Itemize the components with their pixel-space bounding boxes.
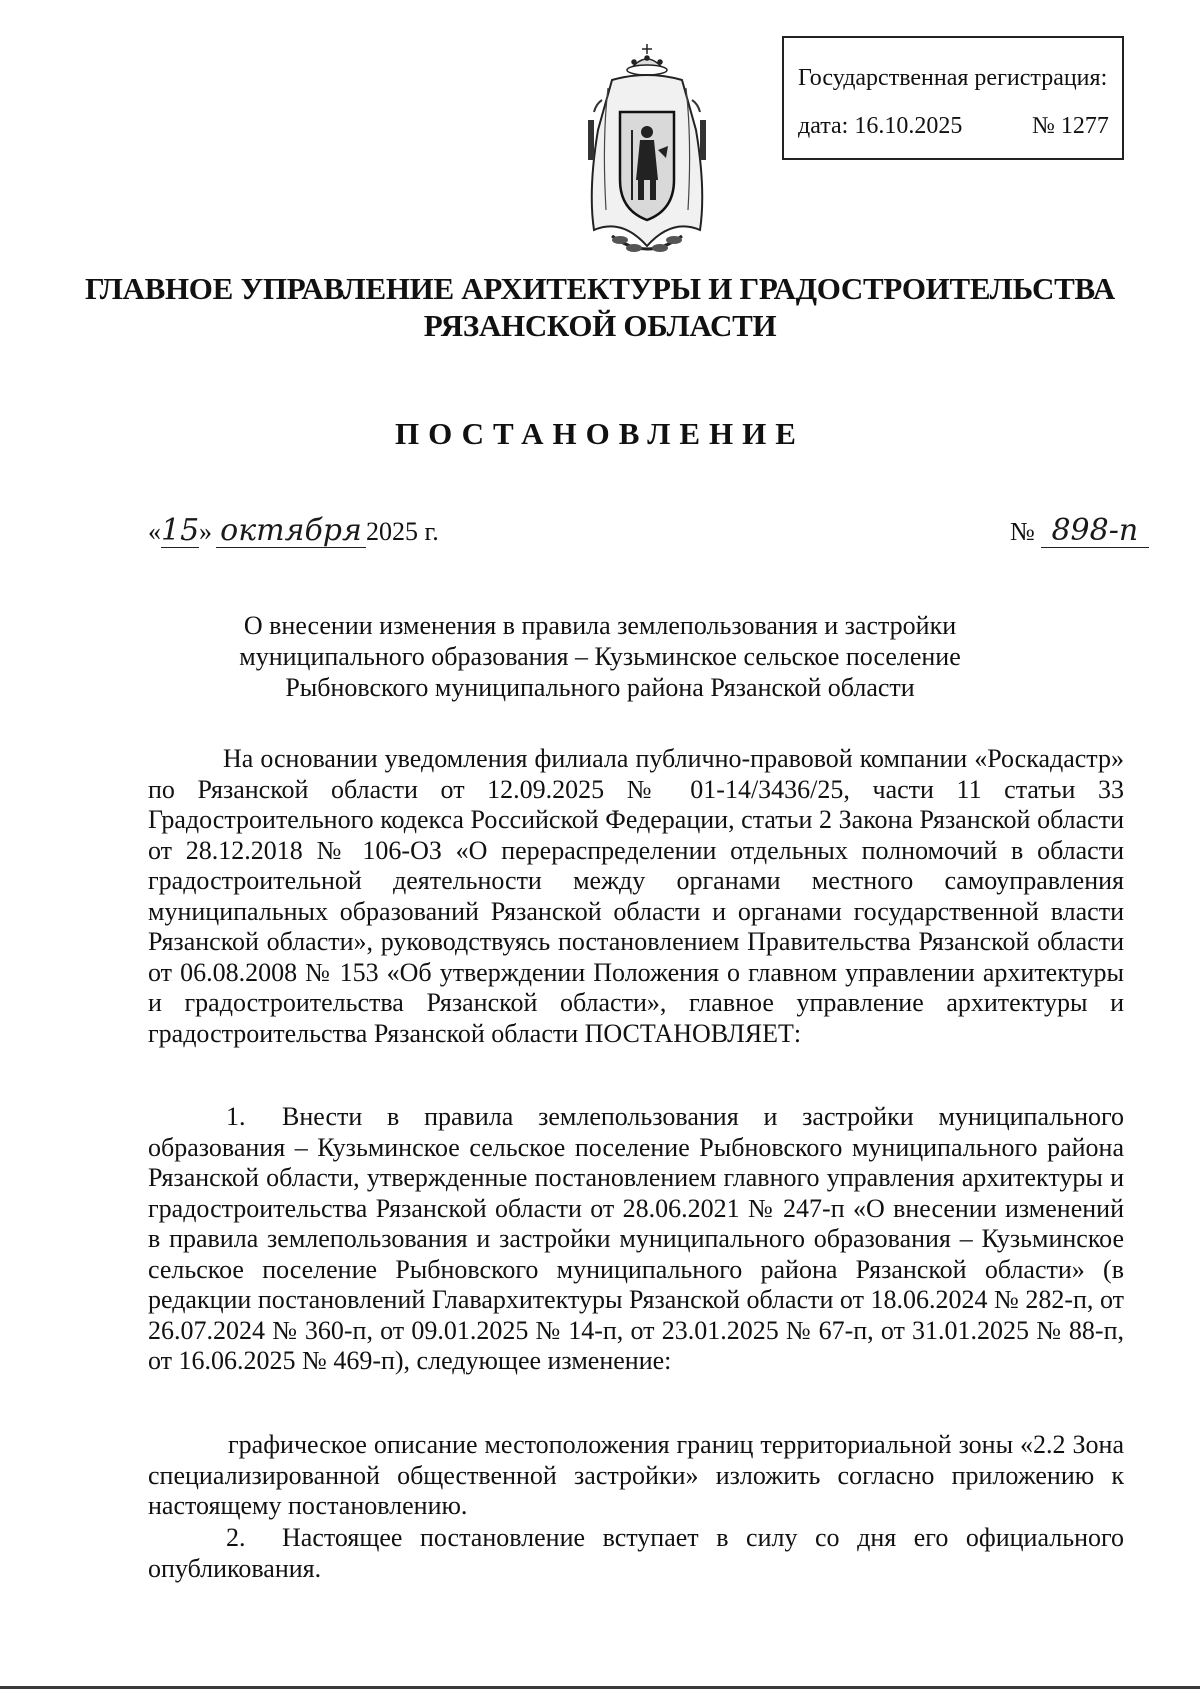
item-1-number: 1. [226,1102,246,1131]
document-date [148,514,439,548]
item-2-number: 2. [226,1523,246,1552]
registration-number: № 1277 [1032,113,1109,139]
date-year: 2025 г. [366,517,439,546]
item-2-paragraph [148,1523,1124,1584]
coat-of-arms-icon [572,40,722,268]
date-close-quote: » [199,517,212,546]
document-number [1010,514,1149,548]
subject-line: муниципального образования – Кузьминское сельское поселение [239,642,961,671]
subject-line: О внесении изменения в правила землепользования и застройки [243,611,957,640]
scan-bottom-edge [0,1686,1200,1689]
document-type: ПОСТАНОВЛЕНИЕ [395,416,805,451]
subject-line: Рыбновского муниципального района Рязанской области [285,673,915,702]
organization-name-line2: РЯЗАНСКОЙ ОБЛАСТИ [423,308,777,343]
registration-date: дата: 16.10.2025 [798,113,963,139]
document-subject [150,610,1050,703]
preamble-paragraph: На основании уведомления филиала публично-правовой компании «Роскадастр» по Рязанской области от 12.09.2025 № 01-14/3436/25, части 11 статьи 33 Градостроительного кодекса Российской Федерации, статьи 2 Закона Рязанской области от 28.12.2018 № 106-ОЗ «О перераспределении отдельных полномочий в области градостроительной деятельности между органами местного самоуправления муниципальных образований Рязанской области и органами государственной власти Рязанской области», руководствуясь постановлением Правительства Рязанской области от 06.08.2008 № 153 «Об утверждении Положения о главном управлении архитектуры и градостроительства Рязанской области», главное управление архитектуры и градостроительства Рязанской области ПОСТАНОВЛЯЕТ: [148,744,1124,1048]
document-number-label: № [1010,517,1035,546]
item-2-text: Настоящее постановление вступает в силу со дня его официального опубликования. [148,1523,1124,1583]
date-day: 15 [161,513,200,548]
item-1-text: Внести в правила землепользования и застройки муниципального образования – Кузьминское сельское поселение Рыбновского муниципального района Рязанской области, утвержденные постановлением главного управления архитектуры и градостроительства Рязанской области от 28.06.2021 № 247-п «О внесении изменений в правила землепользования и застройки муниципального образования – Кузьминское сельское поселение Рыбновского муниципального района Рязанской области» (в редакции постановлений Главархитектуры Рязанской области от 18.06.2024 № 282-п, от 26.07.2024 № 360-п, от 09.01.2025 № 14-п, от 23.01.2025 № 67-п, от 31.01.2025 № 88-п, от 16.06.2025 № 469-п), следующее изменение: [148,1102,1124,1375]
registration-title: Государственная регистрация: [798,65,1108,91]
item-1-paragraph [148,1102,1124,1377]
registration-stamp [782,36,1124,160]
date-open-quote: « [148,517,161,546]
document-number-value: 898-п [1041,514,1149,548]
organization-name-line1: ГЛАВНОЕ УПРАВЛЕНИЕ АРХИТЕКТУРЫ И ГРАДОСТРОИТЕЛЬСТВА [84,271,1115,306]
item-1-subparagraph: графическое описание местоположения границ территориальной зоны «2.2 Зона специализированной общественной застройки» изложить согласно приложению к настоящему постановлению. [148,1430,1124,1520]
date-month: октября [216,514,366,548]
